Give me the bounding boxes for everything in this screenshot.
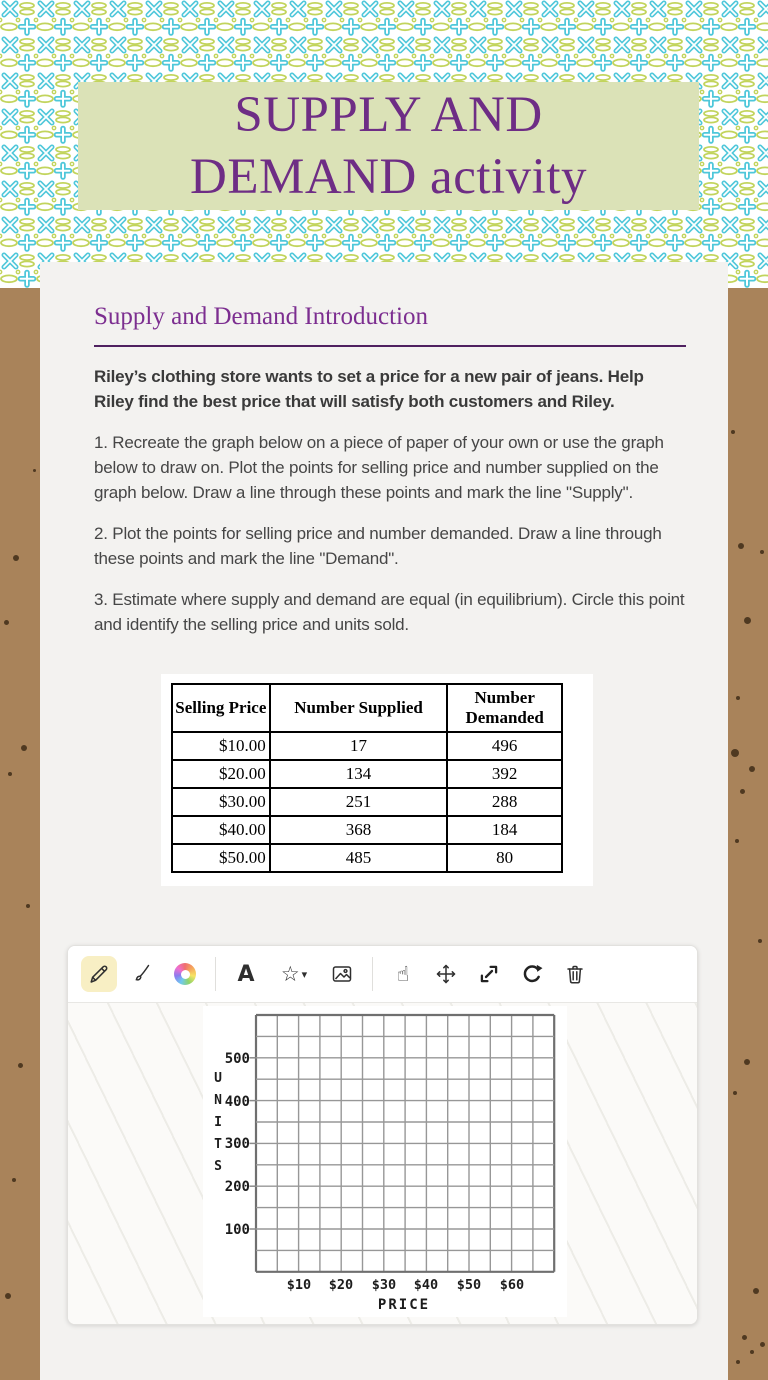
cardboard-speckle xyxy=(753,1288,759,1294)
supply-demand-table xyxy=(171,683,563,873)
price-units-graph-image xyxy=(203,1006,567,1317)
cell-supplied: 368 xyxy=(270,816,448,844)
cardboard-speckle xyxy=(33,469,36,472)
y-axis-letter: N xyxy=(214,1093,222,1109)
y-axis-letter: U xyxy=(214,1071,222,1087)
cell-demanded: 184 xyxy=(447,816,562,844)
color-wheel-icon xyxy=(174,963,196,985)
cardboard-speckle xyxy=(742,1335,747,1340)
color-picker-button[interactable] xyxy=(167,956,203,992)
pencil-icon xyxy=(87,962,111,986)
text-tool-icon: A xyxy=(237,961,255,987)
pencil-tool-button[interactable] xyxy=(81,956,117,992)
pointer-tool-button[interactable] xyxy=(385,956,421,992)
drawing-canvas[interactable] xyxy=(68,1003,697,1325)
title-line-2: DEMAND activity xyxy=(189,149,588,205)
drawing-toolbar xyxy=(68,946,697,1003)
cardboard-speckle xyxy=(13,555,19,561)
cardboard-speckle xyxy=(760,550,764,554)
cell-supplied: 251 xyxy=(270,788,448,816)
x-tick: $30 xyxy=(371,1277,397,1294)
col-header-number-demanded: Number Demanded xyxy=(447,684,562,732)
cardboard-speckle xyxy=(736,696,740,700)
trash-button[interactable] xyxy=(557,956,593,992)
y-axis-letter: I xyxy=(214,1115,222,1131)
worksheet-card xyxy=(40,262,728,1380)
cardboard-speckle xyxy=(744,617,751,624)
x-axis-label: PRICE xyxy=(377,1297,431,1314)
cardboard-speckle xyxy=(5,1293,11,1299)
drawing-widget xyxy=(67,945,698,1325)
cardboard-speckle xyxy=(731,749,739,757)
toolbar-divider xyxy=(215,957,216,991)
y-tick: 100 xyxy=(224,1222,250,1239)
cell-price: $10.00 xyxy=(172,732,270,760)
cardboard-speckle xyxy=(758,939,762,943)
cell-supplied: 134 xyxy=(270,760,448,788)
table-row xyxy=(172,844,562,872)
cardboard-speckle xyxy=(750,1350,754,1354)
text-tool-button[interactable] xyxy=(228,956,264,992)
x-tick: $10 xyxy=(286,1277,312,1294)
cardboard-speckle xyxy=(736,1360,740,1364)
cardboard-speckle xyxy=(21,745,27,751)
x-tick: $50 xyxy=(456,1277,482,1294)
x-tick: $40 xyxy=(413,1277,439,1294)
y-tick: 200 xyxy=(224,1179,250,1196)
cardboard-speckle xyxy=(740,789,745,794)
star-icon: ☆ xyxy=(280,962,300,987)
section-heading: Supply and Demand Introduction xyxy=(94,303,428,330)
cell-demanded: 288 xyxy=(447,788,562,816)
cardboard-speckle xyxy=(4,620,9,625)
instruction-step-3: 3. Estimate where supply and demand are equal (in equilibrium). Circle this point and identify the selling price and units sold. xyxy=(94,590,685,634)
cell-supplied: 17 xyxy=(270,732,448,760)
cell-price: $20.00 xyxy=(172,760,270,788)
cardboard-speckle xyxy=(733,1091,737,1095)
cardboard-speckle xyxy=(8,772,12,776)
cardboard-speckle xyxy=(12,1178,16,1182)
section-divider xyxy=(94,345,686,347)
table-row xyxy=(172,788,562,816)
cardboard-speckle xyxy=(749,766,755,772)
cell-supplied: 485 xyxy=(270,844,448,872)
graph-grid xyxy=(250,1015,555,1272)
shapes-tool-button[interactable] xyxy=(271,956,317,992)
cell-price: $50.00 xyxy=(172,844,270,872)
image-tool-button[interactable] xyxy=(324,956,360,992)
graph-paper xyxy=(203,1006,567,1317)
intro-text: Riley’s clothing store wants to set a price for a new pair of jeans. Help Riley find the best price that will satisfy both customers and Riley. xyxy=(94,367,644,411)
brush-icon xyxy=(130,962,154,986)
supply-demand-table-image xyxy=(161,674,593,886)
worksheet-title-banner xyxy=(78,82,699,210)
resize-icon xyxy=(477,962,501,986)
cardboard-speckle xyxy=(18,1063,23,1068)
title-line-1: SUPPLY AND xyxy=(234,87,543,143)
cardboard-speckle xyxy=(760,1342,765,1347)
cell-demanded: 392 xyxy=(447,760,562,788)
cell-demanded: 80 xyxy=(447,844,562,872)
refresh-icon xyxy=(520,962,544,986)
y-axis-letter: T xyxy=(214,1137,222,1153)
table-row xyxy=(172,732,562,760)
y-tick: 300 xyxy=(224,1136,250,1153)
cardboard-speckle xyxy=(731,430,735,434)
redo-tool-button[interactable] xyxy=(514,956,550,992)
cardboard-speckle xyxy=(735,839,739,843)
y-tick: 500 xyxy=(224,1051,250,1068)
brush-tool-button[interactable] xyxy=(124,956,160,992)
move-icon xyxy=(434,962,458,986)
image-icon xyxy=(330,962,354,986)
table-row xyxy=(172,760,562,788)
cardboard-speckle xyxy=(744,1059,750,1065)
cell-price: $40.00 xyxy=(172,816,270,844)
y-tick: 400 xyxy=(224,1094,250,1111)
trash-icon xyxy=(563,962,587,986)
move-tool-button[interactable] xyxy=(428,956,464,992)
toolbar-divider xyxy=(372,957,373,991)
col-header-selling-price: Selling Price xyxy=(172,684,270,732)
instruction-step-2: 2. Plot the points for selling price and number demanded. Draw a line through these points and mark the line "Demand". xyxy=(94,524,662,568)
col-header-number-supplied: Number Supplied xyxy=(270,684,448,732)
resize-tool-button[interactable] xyxy=(471,956,507,992)
cardboard-speckle xyxy=(738,543,744,549)
cardboard-speckle xyxy=(26,904,30,908)
x-tick: $20 xyxy=(328,1277,354,1294)
table-header-row xyxy=(172,684,562,732)
y-axis-letter: S xyxy=(214,1159,222,1175)
x-tick: $60 xyxy=(499,1277,525,1294)
instruction-step-1: 1. Recreate the graph below on a piece of paper of your own or use the graph below to draw on. Plot the points for selling price and number supplied on the graph below. Draw a line through these points and mark the line "Supply". xyxy=(94,433,664,502)
table-row xyxy=(172,816,562,844)
cell-demanded: 496 xyxy=(447,732,562,760)
cell-price: $30.00 xyxy=(172,788,270,816)
pointing-hand-icon: ☝ xyxy=(396,962,410,987)
chevron-down-icon: ▾ xyxy=(301,967,308,981)
